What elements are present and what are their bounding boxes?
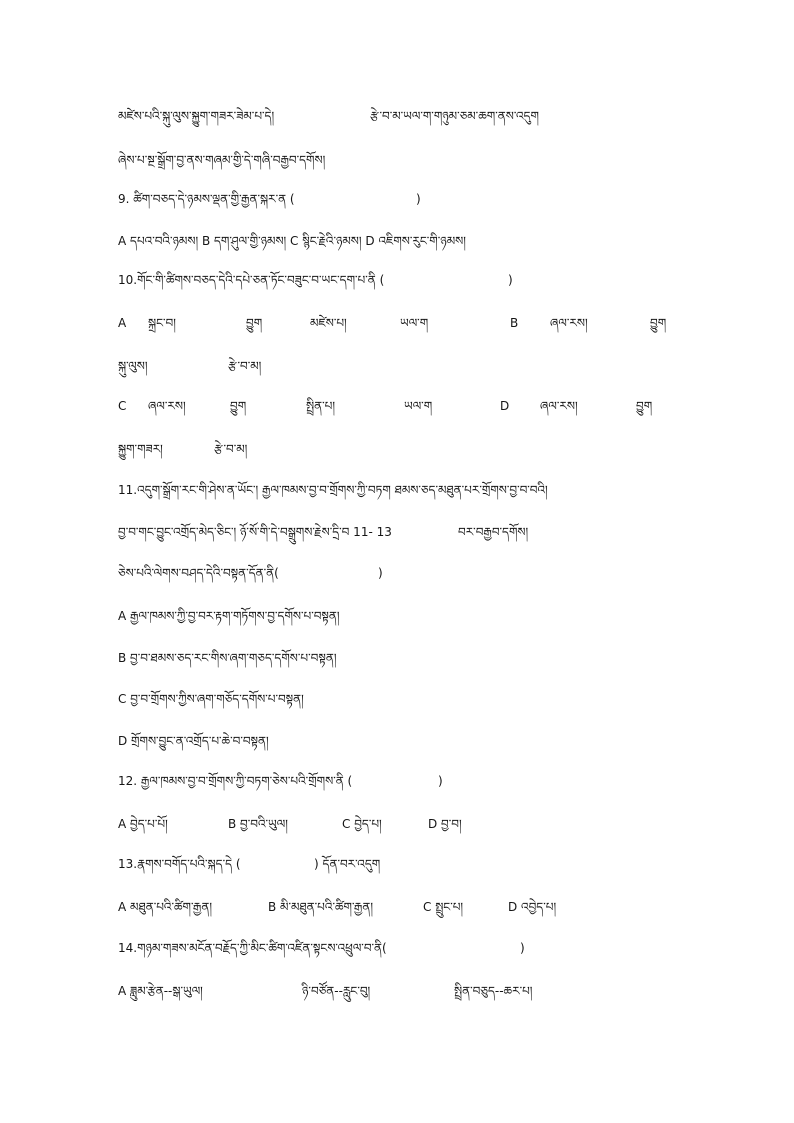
question-14-text: 14.གཉམ་གཟས་མངོན་བརྗོད་ཀྱི་མིང་ཚིག་འཛིན་སྟངས་འཕྲུལ་བ་ནི( xyxy=(118,941,387,955)
question-14-blank-close: ) xyxy=(520,941,525,955)
question-12-option-c: C བྱེད་པ། xyxy=(342,817,382,831)
question-12-option-a: A བྱེད་པ་པོ། xyxy=(118,817,168,831)
option-a-label: A xyxy=(118,316,127,330)
option-c-label: C xyxy=(118,399,127,413)
option-d-word-1: ཞལ་རས། xyxy=(540,399,578,413)
question-11-blank-close: ) xyxy=(378,566,383,580)
option-a-word-2: བྱུག xyxy=(246,316,263,330)
option-d-word-4: རྩེ་བ་མ། xyxy=(214,442,248,456)
question-11-stem-line-2-end: བར་བརྒྱབ་དགོས། xyxy=(458,525,529,539)
option-c-word-1: ཞལ་རས། xyxy=(148,399,186,413)
question-11-text: ཅེས་པའི་ལེགས་བཤད་དེའི་བསྟན་དོན་ནི( xyxy=(118,566,279,580)
option-c-word-3: སྤྲིན་པ། xyxy=(306,399,335,413)
question-13-text: 13.རྣགས་བགོད་པའི་སྐད་དེ ( xyxy=(118,857,241,871)
option-b-label: B xyxy=(510,316,519,330)
question-13-option-d: D འབྱེད་པ། xyxy=(508,900,557,914)
question-12-option-b: B བྱ་བའི་ཡུལ། xyxy=(228,817,288,831)
question-12-blank-close: ) xyxy=(438,774,443,788)
question-13-option-a: A མཐུན་པའི་ཚིག་རྒྱན། xyxy=(118,900,213,914)
question-9-text: 9. ཚིག་བཅད་དེ་ཉམས་ལྡན་གྱི་རྒྱན་སྐར་ན ( xyxy=(118,192,295,206)
option-a-word-3: མཛེས་པ། xyxy=(310,316,347,330)
option-b-word-3: སྐུ་ལུས། xyxy=(118,359,148,373)
question-11-option-d: D གྲོགས་བྱུང་ན་འགྲོད་པ་ཆེ་བ་བསྟན། xyxy=(118,734,269,748)
option-b-word-2: བྱུག xyxy=(650,316,667,330)
question-13-text-end: ) དོན་བར་འདུག xyxy=(314,857,381,871)
question-13-option-c: C སྤྲུང་པ། xyxy=(423,900,464,914)
question-14-option-a-part-3: སྤྲིན་བཅུད--ཆར་པ། xyxy=(454,984,533,998)
option-b-word-4: རྩེ་བ་མ། xyxy=(228,359,262,373)
question-10-blank-close: ) xyxy=(508,273,513,287)
option-c-word-4: ཡལ་ག xyxy=(404,399,433,413)
verse-line-1-first: མཛེས་པའི་སྐུ་ལུས་སྐྱུག་གཟར་ཟེམ་པ་དེ། xyxy=(118,109,275,123)
verse-line-1-second: རྩེ་བ་མ་ཡལ་ག་གཉུམ་ཅམ་ཆག་ནས་འདུག xyxy=(370,109,539,123)
question-14-option-a: A ཟླུམ་རྩེན--སྒ་ཡུལ། xyxy=(118,984,203,998)
question-14-option-a-part-2: ཉི་བཙོན--རླུང་བུ། xyxy=(302,984,371,998)
option-d-label: D xyxy=(500,399,510,413)
option-c-word-2: བྱུག xyxy=(230,399,247,413)
instruction-line: ཞེས་པ་སྔ་སྒྲོག་བྱ་ནས་གཞམ་གྱི་དེ་གཞི་བརྒྱབ་དགོས། xyxy=(118,153,326,167)
question-10-text: 10.གོང་གི་ཚིགས་བཅད་དེའི་དཔེ་ཅན་ཏོང་བཟུང་བ་ཡང་དག་པ་ནི ( xyxy=(118,273,385,287)
option-b-word-1: ཞལ་རས། xyxy=(550,316,588,330)
question-11-option-a: A རྒྱལ་ཁམས་ཀྱི་བྱ་བར་རྟག་གཏོགས་བྱ་དགོས་པ་བསྟན། xyxy=(118,609,340,623)
option-d-word-2: བྱུག xyxy=(636,399,653,413)
question-11-stem-line-1: 11.འདུག་སྒྲོག་རང་གི་ཤེས་ན་ཡོང་། རྒྱལ་ཁམས་བྱ་བ་གྲོགས་ཀྱི་བཏག ཐམས་ཅད་མཐུན་པར་གྲོགས་བྱ་བ་བའི། xyxy=(118,483,548,497)
option-a-word-4: ཡལ་ག xyxy=(400,316,429,330)
question-11-stem-line-2-text: བྱ་བ་གང་བྱུང་འགྲོད་མེད་ཅིང་། ཉོ་སོ་གི་དེ་བསྒྲུགས་རྗེས་དྲི་བ 11- 13 xyxy=(118,525,392,539)
question-12-text: 12. རྒྱལ་ཁམས་བྱ་བ་གྲོགས་ཀྱི་བཏག་ཅེས་པའི་གྲོགས་ནི ( xyxy=(118,774,353,788)
question-12-option-d: D བྱ་བ། xyxy=(428,817,462,831)
question-9-options: A དཔའ་བའི་ཉམས། B དག་ཤུལ་གྱི་ཉམས། C སྙིང་རྗེའི་ཉམས། D འཇིགས་རུང་གི་ཉམས། xyxy=(118,234,466,248)
question-9-blank-close: ) xyxy=(416,192,421,206)
question-11-option-b: B བྱ་བ་ཐམས་ཅད་རང་གིས་ཞག་གཅད་དགོས་པ་བསྟན། xyxy=(118,651,337,665)
option-a-word-1: སྐྲང་བ། xyxy=(148,316,176,330)
question-11-option-c: C བྱ་བ་གྲོགས་ཀྱིས་ཞག་གཅོད་དགོས་པ་བསྟན། xyxy=(118,692,304,706)
option-d-word-3: སྐྱུག་གཟར། xyxy=(118,442,163,456)
question-13-option-b: B མི་མཐུན་པའི་ཚིག་རྒྱན། xyxy=(268,900,373,914)
